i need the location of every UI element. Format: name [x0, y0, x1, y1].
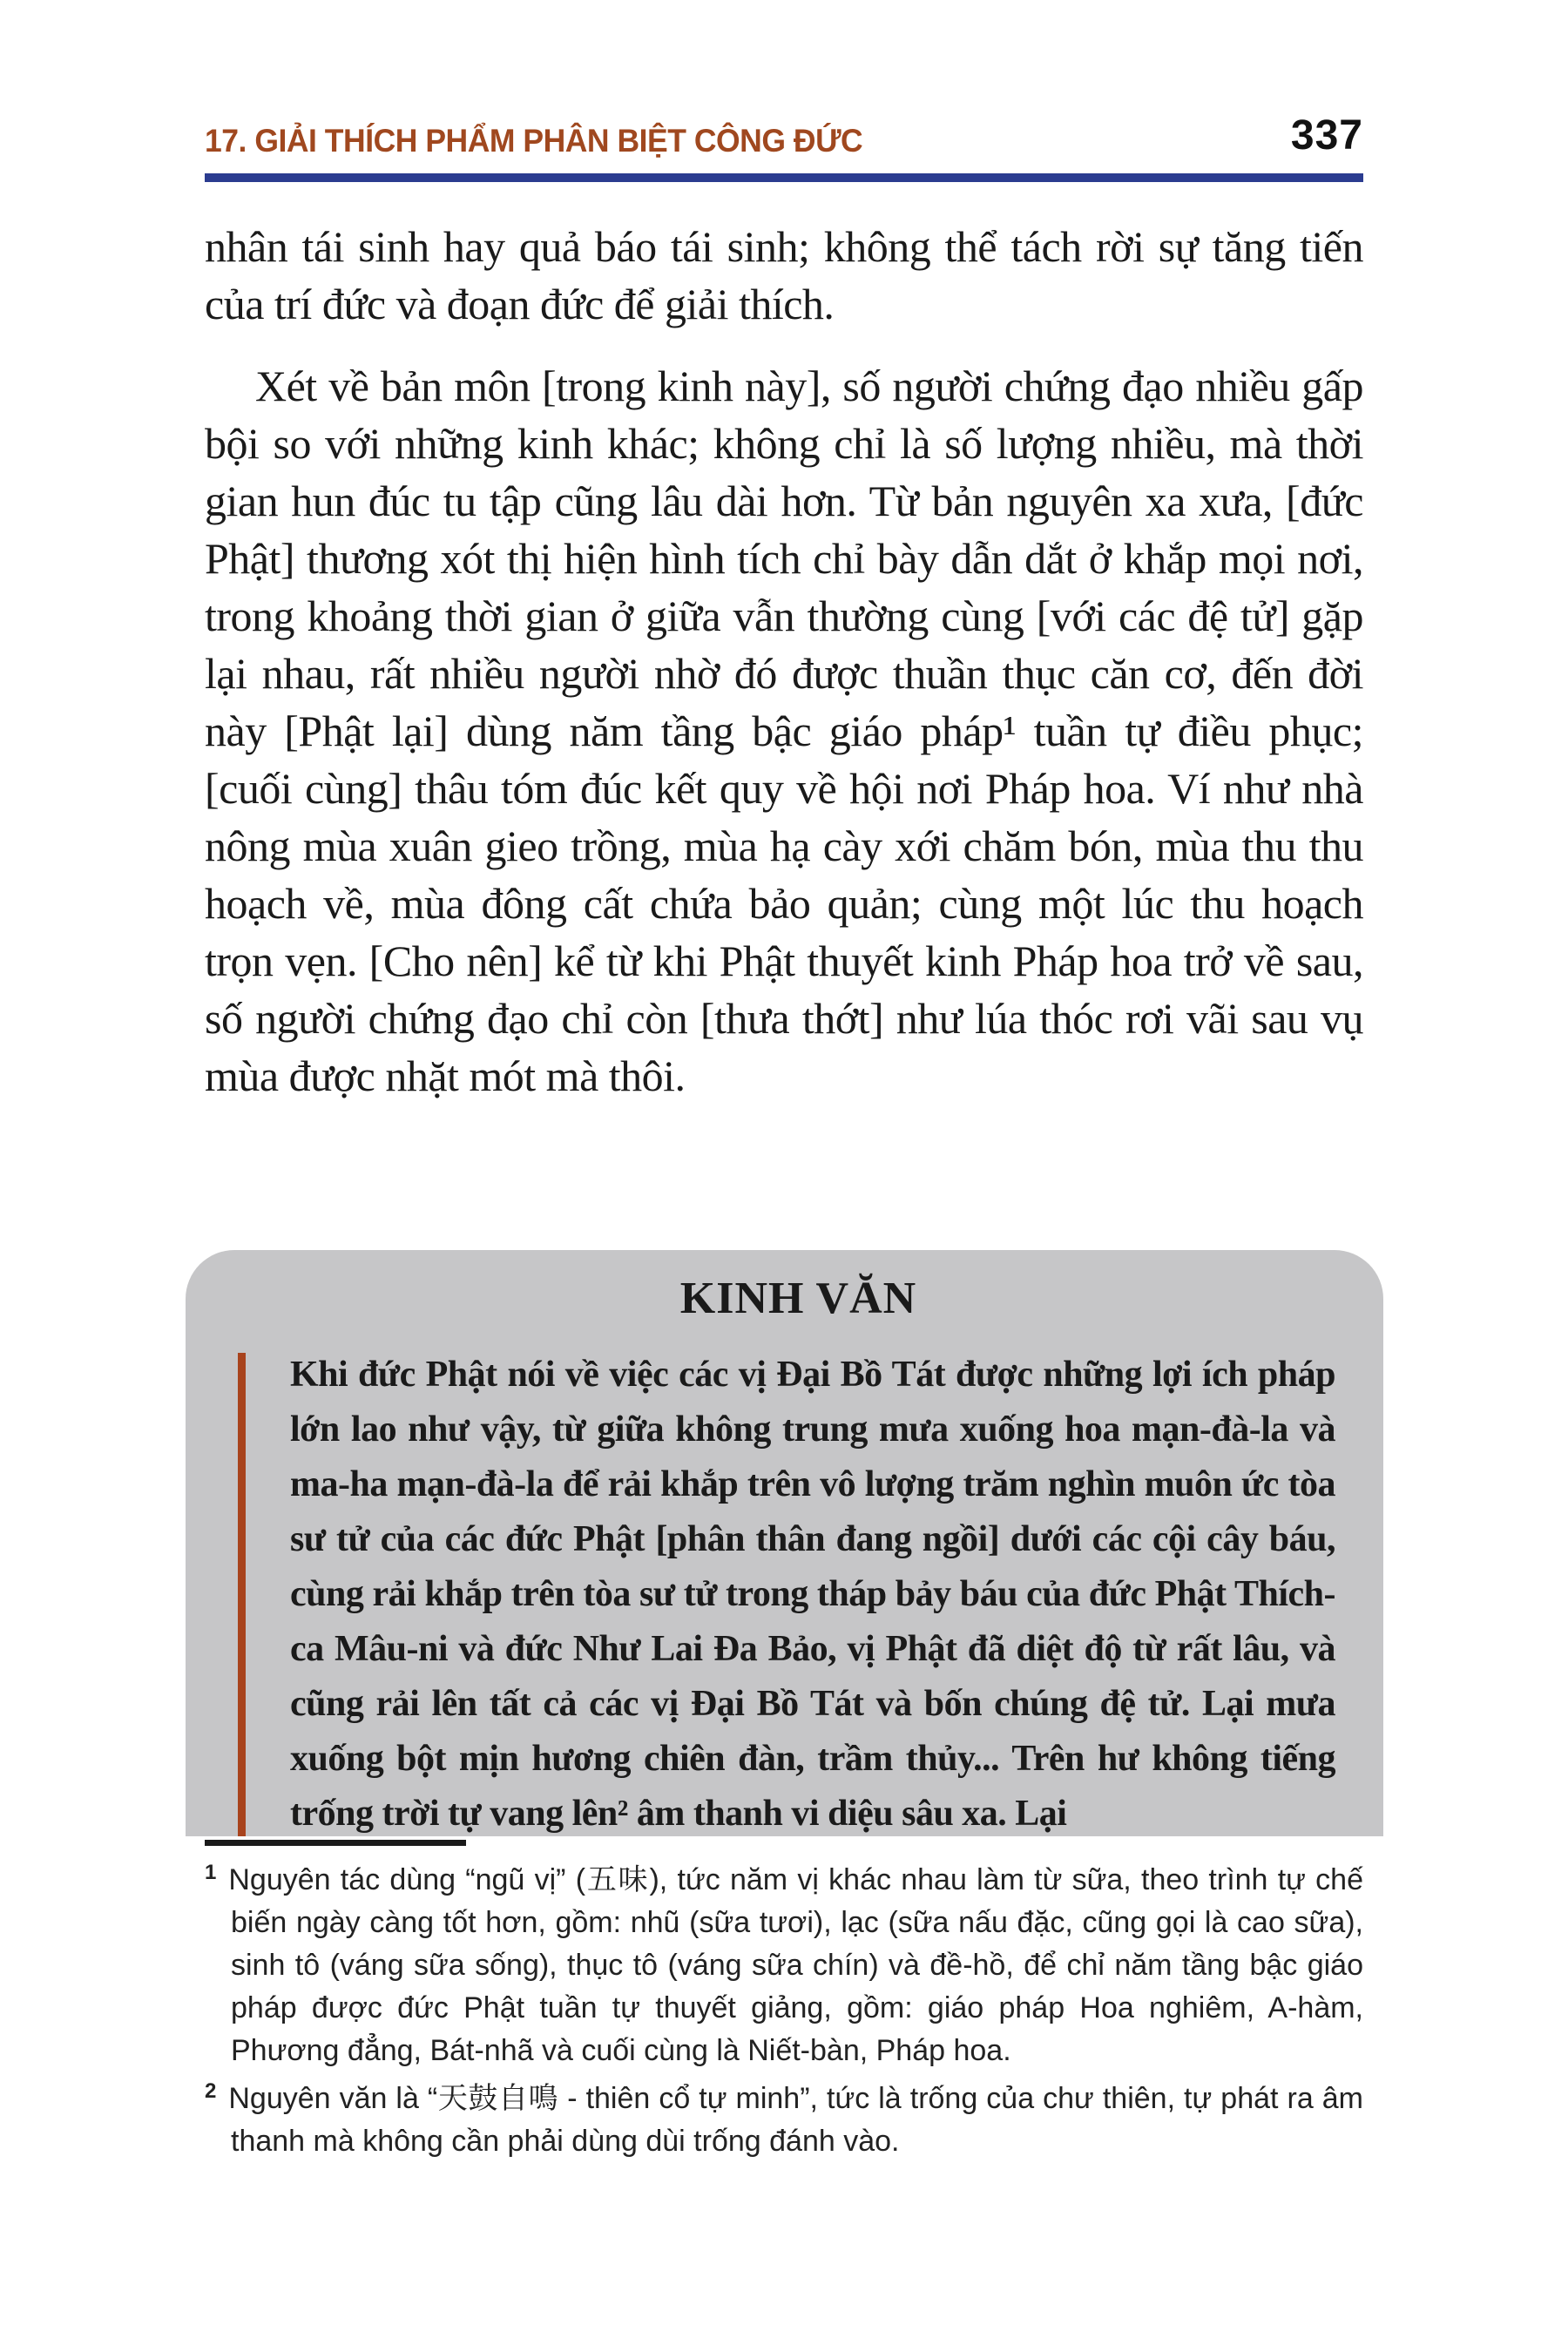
kinh-van-quote	[238, 1348, 1359, 1842]
quote-text: Khi đức Phật nói về việc các vị Đại Bồ Tát được những lợi ích pháp lớn lao như vậy, từ giữa không trung mưa xuống hoa mạn-đà-la và ma-ha mạn-đà-la để rải khắp trên vô lượng trăm nghìn muôn ức tòa sư tử của các đức Phật [phân thân đang ngồi] dưới các cội cây báu, cùng rải khắp trên tòa sư tử trong tháp bảy báu của đức Phật Thích-ca Mâu-ni và đức Như Lai Đa Bảo, vị Phật đã diệt độ từ rất lâu, và cũng rải lên tất cả các vị Đại Bồ Tát và bốn chúng đệ tử. Lại mưa xuống bột mịn hương chiên đàn, trầm thủy... Trên hư không tiếng trống trời tự vang lên² âm thanh vi diệu sâu xa. Lại	[290, 1355, 1335, 1834]
header-rule	[205, 173, 1363, 182]
page-header	[205, 112, 1363, 159]
footnotes	[205, 1859, 1363, 2168]
footnote-2-marker: 2	[205, 2078, 217, 2103]
body-paragraph-1: nhân tái sinh hay quả báo tái sinh; không thể tách rời sự tăng tiến của trí đức và đoạn đức để giải thích.	[205, 222, 1363, 328]
kinh-van-box	[186, 1250, 1383, 1836]
footnote-1-text: Nguyên tác dùng “ngũ vị” (五味), tức năm vị khác nhau làm từ sữa, theo trình tự chế biến ngày càng tốt hơn, gồm: nhũ (sữa tươi), lạc (sữa nấu đặc, cũng gọi là cao sữa), sinh tô (váng sữa sống), thục tô (váng sữa chín) và đề-hồ, để chỉ năm tầng bậc giáo pháp được đức Phật tuần tự thuyết giảng, gồm: giáo pháp Hoa nghiêm, A-hàm, Phương đẳng, Bát-nhã và cuối cùng là Niết-bàn, Pháp hoa.	[228, 1863, 1363, 2067]
quote-left-bar	[238, 1353, 246, 1836]
page-number: 337	[1290, 112, 1363, 159]
kinh-van-title: KINH VĂN	[679, 1274, 917, 1323]
body-text	[205, 218, 1363, 1105]
body-paragraph-2: Xét về bản môn [trong kinh này], số người chứng đạo nhiều gấp bội so với những kinh khác; không chỉ là số lượng nhiều, mà thời gian hun đúc tu tập cũng lâu dài hơn. Từ bản nguyên xa xưa, [đức Phật] thương xót thị hiện hình tích chỉ bày dẫn dắt ở khắp mọi nơi, trong khoảng thời gian ở giữa vẫn thường cùng [với các đệ tử] gặp lại nhau, rất nhiều người nhờ đó được thuần thục căn cơ, đến đời này [Phật lại] dùng năm tầng bậc giáo pháp¹ tuần tự điều phục; [cuối cùng] thâu tóm đúc kết quy về hội nơi Pháp hoa. Ví như nhà nông mùa xuân gieo trồng, mùa hạ cày xới chăm bón, mùa thu thu hoạch về, mùa đông cất chứa bảo quản; cùng một lúc thu hoạch trọn vẹn. [Cho nên] kể từ khi Phật thuyết kinh Pháp hoa trở về sau, số người chứng đạo chỉ còn [thưa thớt] như lúa thóc rơi vãi sau vụ mùa được nhặt mót mà thôi.	[205, 362, 1363, 1100]
footnote-1-marker: 1	[205, 1860, 217, 1884]
footnote-separator	[205, 1840, 466, 1846]
chapter-title: 17. GIẢI THÍCH PHẨM PHÂN BIỆT CÔNG ĐỨC	[205, 123, 863, 159]
footnote-1	[205, 1859, 1363, 2072]
footnote-2	[205, 2078, 1363, 2163]
footnote-2-text: Nguyên văn là “天鼓自鳴 - thiên cổ tự minh”, tức là trống của chư thiên, tự phát ra âm thanh mà không cần phải dùng dùi trống đánh vào.	[228, 2082, 1363, 2158]
